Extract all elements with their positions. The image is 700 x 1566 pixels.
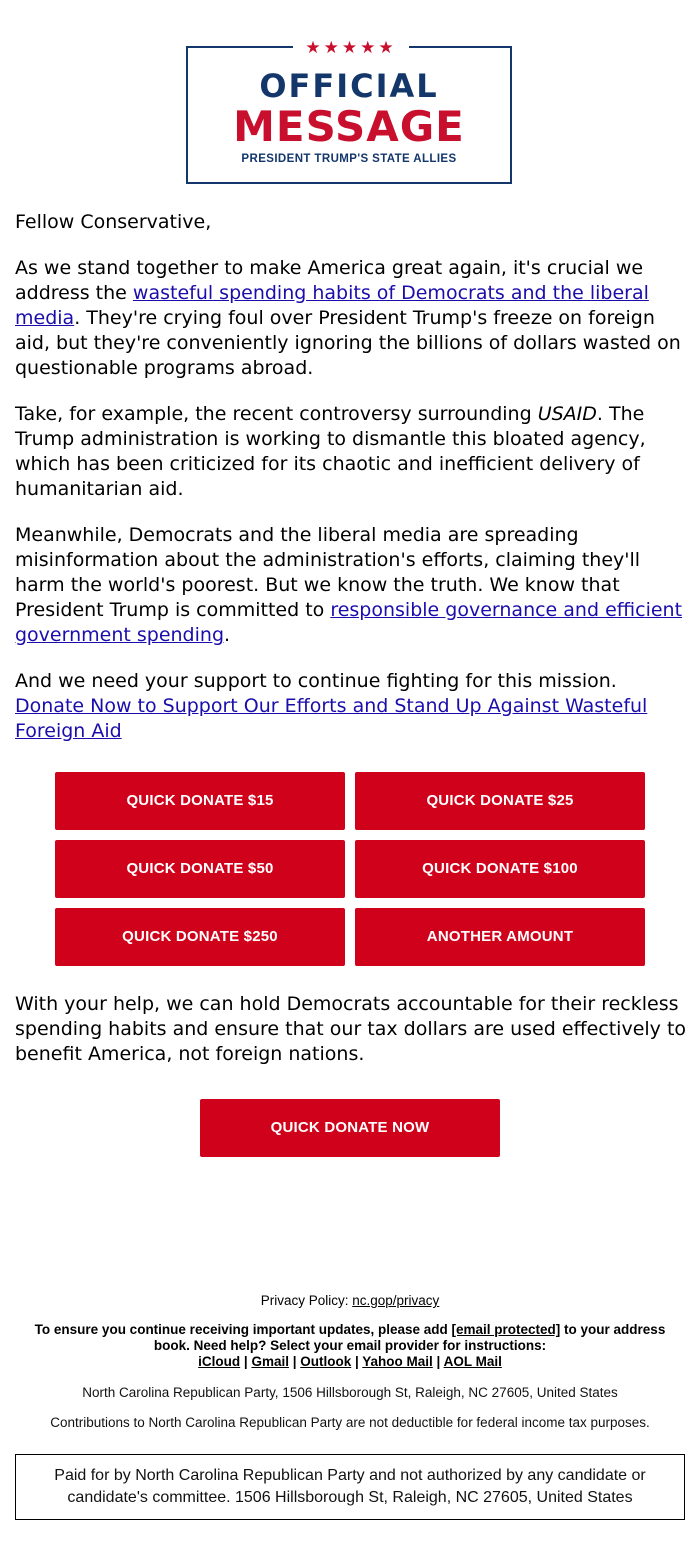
p3-text-after: . [224, 624, 231, 646]
quick-donate-now-button[interactable]: QUICK DONATE NOW [200, 1099, 500, 1157]
provider-icloud-link[interactable]: iCloud [198, 1354, 241, 1369]
quick-donate-25-button[interactable]: QUICK DONATE $25 [355, 772, 645, 830]
separator: | [351, 1354, 363, 1369]
paragraph-3 [15, 523, 687, 648]
p1-text: As we stand together to make America great again, it's crucial we address the [15, 257, 644, 304]
contributions-disclaimer: Contributions to North Carolina Republican Party are not deductible for federal income tax purposes. [50, 1415, 650, 1430]
donate-now-link[interactable]: Donate Now to Support Our Efforts and Stand Up Against Wasteful Foreign Aid [15, 695, 648, 742]
official-message-logo [186, 38, 512, 184]
provider-gmail-link[interactable]: Gmail [251, 1354, 289, 1369]
p2-text: Take, for example, the recent controversy surrounding [15, 403, 538, 425]
quick-donate-100-button[interactable]: QUICK DONATE $100 [355, 840, 645, 898]
address-book-notice [15, 1322, 685, 1370]
greeting: Fellow Conservative, [15, 211, 212, 233]
privacy-policy [15, 1292, 685, 1309]
closing-text: With your help, we can hold Democrats accountable for their reckless spending habits and ensure that our tax dollars are used effectively to benefit America, not foreign nations. [15, 993, 687, 1065]
privacy-link[interactable]: nc.gop/privacy [352, 1293, 440, 1308]
wasteful-spending-link[interactable]: wasteful spending habits of Democrats and the liberal media [15, 282, 649, 329]
paid-for-box [15, 1454, 685, 1520]
logo-message-text: MESSAGE [233, 102, 465, 151]
separator: | [288, 1354, 301, 1369]
ensure-text-after: to your address book. Need help? Select your email provider for instructions: [153, 1322, 666, 1353]
another-amount-button[interactable]: ANOTHER AMOUNT [355, 908, 645, 966]
letter-body [15, 210, 687, 765]
logo-official-text: OFFICIAL [259, 67, 439, 105]
p1-text-after: . They're crying foul over President Trump's freeze on foreign aid, but they're conveniently ignoring the billions of dollars wasted on questionable programs abroad. [15, 307, 681, 379]
paid-for-text: Paid for by North Carolina Republican Party and not authorized by any candidate or candidate's committee. 1506 Hillsborough St, Raleigh, NC 27605, United States [54, 1467, 646, 1506]
logo-tagline: PRESIDENT TRUMP'S STATE ALLIES [241, 153, 457, 165]
closing-paragraph [15, 992, 687, 1067]
p4-text: And we need your support to continue fighting for this mission. [15, 670, 617, 692]
provider-outlook-link[interactable]: Outlook [300, 1354, 352, 1369]
quick-donate-grid [55, 772, 645, 966]
paragraph-4 [15, 669, 687, 744]
mailing-address: North Carolina Republican Party, 1506 Hillsborough St, Raleigh, NC 27605, United States [82, 1385, 618, 1400]
privacy-label: Privacy Policy: [260, 1293, 353, 1308]
quick-donate-15-button[interactable]: QUICK DONATE $15 [55, 772, 345, 830]
ensure-text: To ensure you continue receiving important updates, please add [34, 1322, 452, 1337]
provider-aol-link[interactable]: AOL Mail [443, 1354, 502, 1369]
paragraph-2 [15, 402, 687, 502]
quick-donate-250-button[interactable]: QUICK DONATE $250 [55, 908, 345, 966]
email-protected-link[interactable]: [email protected] [451, 1322, 561, 1337]
separator: | [240, 1354, 252, 1369]
quick-donate-50-button[interactable]: QUICK DONATE $50 [55, 840, 345, 898]
usaid-emphasis: USAID [537, 403, 597, 425]
p3-text: Meanwhile, Democrats and the liberal media are spreading misinformation about the administration's efforts, claiming they'll harm the world's poorest. But we know the truth. We know that President Trump is committed to [15, 524, 641, 621]
responsible-governance-link[interactable]: responsible governance and efficient government spending [15, 599, 683, 646]
stars-icon: ★★★★★ [293, 38, 409, 58]
separator: | [432, 1354, 444, 1369]
provider-yahoo-link[interactable]: Yahoo Mail [362, 1354, 433, 1369]
paragraph-1 [15, 256, 687, 381]
p2-text-after: . The Trump administration is working to dismantle this bloated agency, which has been criticized for its chaotic and inefficient delivery of humanitarian aid. [15, 403, 646, 500]
